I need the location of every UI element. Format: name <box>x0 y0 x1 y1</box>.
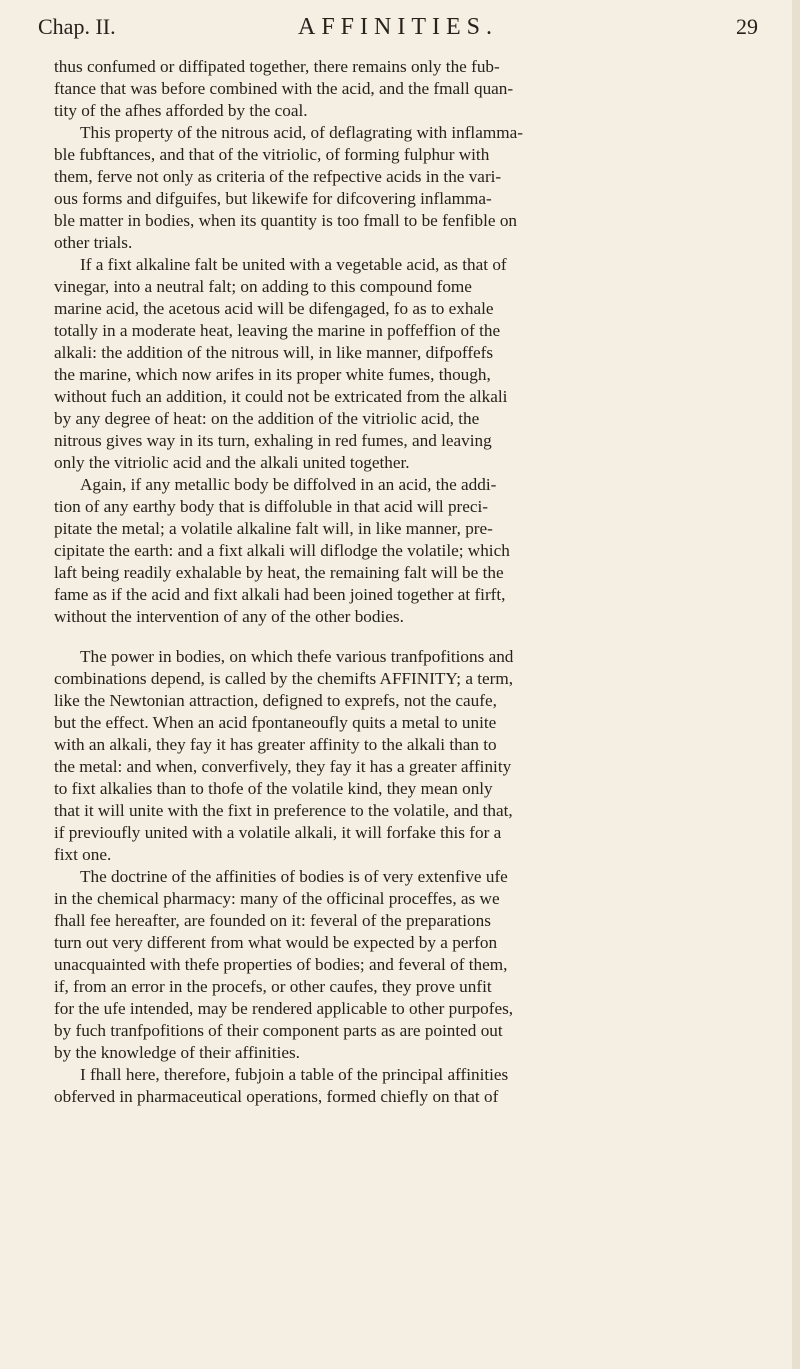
text-line: totally in a moderate heat, leaving the marine in poffeffion of the <box>54 321 501 340</box>
text-line: for the ufe intended, may be rendered applicable to other purpofes, <box>54 999 514 1018</box>
text-line: combinations depend, is called by the chemifts AFFINITY; a term, <box>54 669 514 688</box>
page-number: 29 <box>736 14 758 39</box>
text-line: other trials. <box>54 233 133 252</box>
running-head <box>38 14 758 46</box>
text-line: ous forms and difguifes, but likewife for difcovering inflamma- <box>54 189 492 208</box>
text-line: nitrous gives way in its turn, exhaling in red fumes, and leaving <box>54 431 492 450</box>
text-line: unacquainted with thefe properties of bodies; and feveral of them, <box>54 955 508 974</box>
text-line: by any degree of heat: on the addition of the vitriolic acid, the <box>54 409 480 428</box>
text-line: If a fixt alkaline falt be united with a vegetable acid, as that of <box>80 255 507 274</box>
text-line: laft being readily exhalable by heat, the remaining falt will be the <box>54 563 504 582</box>
text-line: ble fubftances, and that of the vitriolic, of forming fulphur with <box>54 145 490 164</box>
text-line: ftance that was before combined with the acid, and the fmall quan- <box>54 79 514 98</box>
text-line: thus confumed or diffipated together, there remains only the fub- <box>54 57 500 76</box>
text-line: by the knowledge of their affinities. <box>54 1043 300 1062</box>
text-line: Again, if any metallic body be diffolved in an acid, the addi- <box>80 475 497 494</box>
text-line: ble matter in bodies, when its quantity is too fmall to be fenfible on <box>54 211 518 230</box>
text-line: fame as if the acid and fixt alkali had been joined together at firft, <box>54 585 506 604</box>
text-line: marine acid, the acetous acid will be difengaged, fo as to exhale <box>54 299 494 318</box>
text-line: with an alkali, they fay it has greater affinity to the alkali than to <box>54 735 497 754</box>
text-line: to fixt alkalies than to thofe of the volatile kind, they mean only <box>54 779 493 798</box>
text-line: This property of the nitrous acid, of deflagrating with inflamma- <box>80 123 523 142</box>
text-line: I fhall here, therefore, fubjoin a table of the principal affinities <box>80 1065 509 1084</box>
text-line: tion of any earthy body that is diffoluble in that acid will preci- <box>54 497 489 516</box>
page-edge <box>792 0 800 1369</box>
text-line: tity of the afhes afforded by the coal. <box>54 101 308 120</box>
text-line: if previoufly united with a volatile alkali, it will forfake this for a <box>54 823 502 842</box>
chapter-label: Chap. II. <box>38 14 116 39</box>
text-line: alkali: the addition of the nitrous will, in like manner, difpoffefs <box>54 343 494 362</box>
text-line: The power in bodies, on which thefe various tranfpofitions and <box>80 647 514 666</box>
text-line: like the Newtonian attraction, defigned to exprefs, not the caufe, <box>54 691 497 710</box>
text-line: only the vitriolic acid and the alkali united together. <box>54 453 410 472</box>
section-break <box>54 628 764 646</box>
text-line: the metal: and when, converfively, they fay it has a greater affinity <box>54 757 512 776</box>
text-line: fhall fee hereafter, are founded on it: feveral of the preparations <box>54 911 491 930</box>
text-line: pitate the metal; a volatile alkaline falt will, in like manner, pre- <box>54 519 493 538</box>
text-line: The doctrine of the affinities of bodies is of very extenfive ufe <box>80 867 508 886</box>
text-line: the marine, which now arifes in its proper white fumes, though, <box>54 365 491 384</box>
text-line: in the chemical pharmacy: many of the officinal proceffes, as we <box>54 889 500 908</box>
text-line: obferved in pharmaceutical operations, formed chiefly on that of <box>54 1087 499 1106</box>
text-line: without fuch an addition, it could not be extricated from the alkali <box>54 387 508 406</box>
text-line: by fuch tranfpofitions of their component parts as are pointed out <box>54 1021 503 1040</box>
text-line: vinegar, into a neutral falt; on adding to this compound fome <box>54 277 472 296</box>
text-line: fixt one. <box>54 845 112 864</box>
text-line: them, ferve not only as criteria of the refpective acids in the vari- <box>54 167 502 186</box>
text-line: cipitate the earth: and a fixt alkali will diflodge the volatile; which <box>54 541 510 560</box>
body-text <box>54 56 764 1108</box>
text-line: without the intervention of any of the other bodies. <box>54 607 404 626</box>
text-line: turn out very different from what would be expected by a perfon <box>54 933 498 952</box>
text-line: that it will unite with the fixt in preference to the volatile, and that, <box>54 801 513 820</box>
running-title: AFFINITIES. <box>297 14 498 40</box>
text-line: if, from an error in the procefs, or other caufes, they prove unfit <box>54 977 492 996</box>
text-line: but the effect. When an acid fpontaneoufly quits a metal to unite <box>54 713 497 732</box>
